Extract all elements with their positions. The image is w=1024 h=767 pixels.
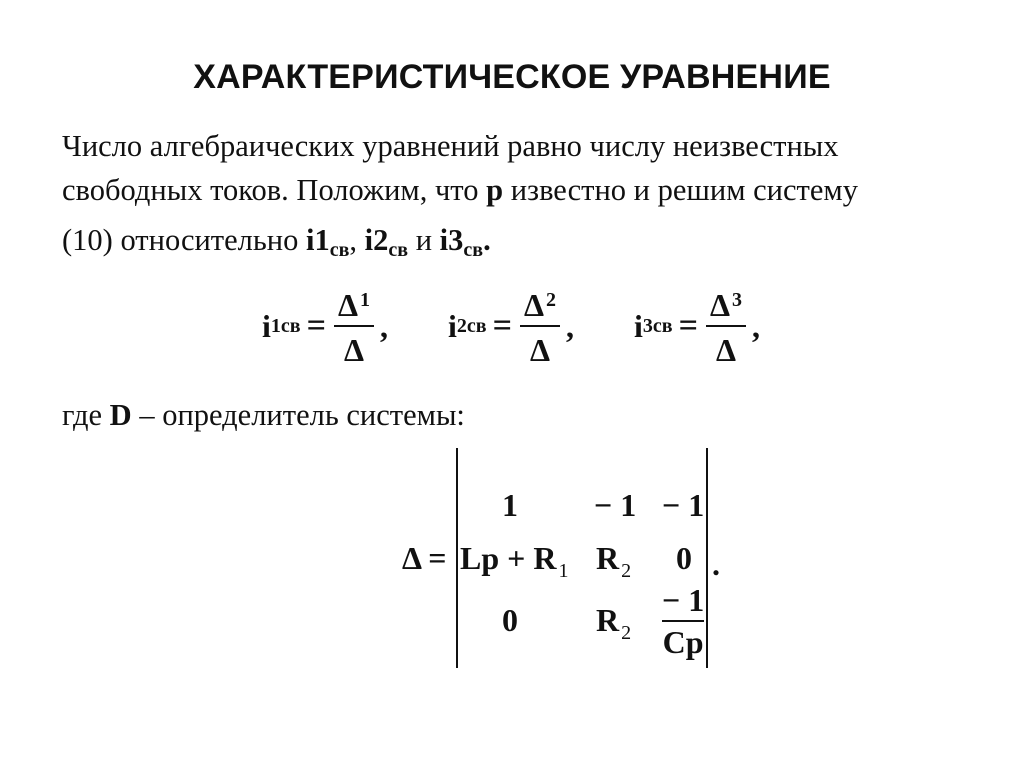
equals-sign: = — [306, 307, 326, 344]
determinant-description — [62, 398, 465, 433]
cell-sub: 1 — [558, 560, 569, 582]
cell-main: Lp + R — [460, 540, 557, 576]
period: . — [483, 223, 491, 257]
variable-p: p — [486, 173, 504, 207]
fraction — [520, 280, 560, 373]
matrix-r1c1: 1 — [502, 487, 518, 523]
slide-title: ХАРАКТЕРИСТИЧЕСКОЕ УРАВНЕНИЕ — [193, 58, 831, 96]
formula-sub: 3св — [642, 314, 673, 337]
cell-main: R — [596, 602, 620, 638]
formula-sub: 2св — [456, 314, 487, 337]
matrix-r3c3-fraction — [662, 580, 704, 662]
subscript-sv: св — [463, 239, 484, 261]
matrix-r2c1 — [460, 540, 568, 583]
determinant-right-bar — [706, 448, 708, 668]
delta-symbol: Δ — [523, 286, 545, 323]
formula-var: i — [262, 307, 271, 344]
determinant-left-bar — [456, 448, 458, 668]
matrix-r2c3: 0 — [676, 540, 692, 576]
text-fragment: и — [408, 223, 440, 257]
matrix-r3c1: 0 — [502, 602, 518, 638]
fraction — [334, 280, 374, 373]
comma: , — [380, 307, 389, 344]
numerator-sub: 2 — [546, 288, 557, 311]
formula-sub: 1св — [270, 314, 301, 337]
fraction-numerator — [334, 280, 374, 325]
comma: , — [752, 307, 761, 344]
formula-var: i — [448, 307, 457, 344]
formula-i2 — [448, 276, 574, 376]
matrix-r1c3: − 1 — [662, 487, 705, 523]
text-fragment: – определитель системы: — [131, 398, 465, 432]
comma: , — [566, 307, 575, 344]
equals-sign: = — [678, 307, 698, 344]
numerator-sub: 1 — [360, 288, 371, 311]
fraction-denominator: Cp — [662, 624, 704, 660]
subscript-sv: св — [388, 239, 409, 261]
text-fragment: где — [62, 398, 110, 432]
intro-paragraph — [62, 124, 962, 272]
current-formulas — [0, 276, 1024, 376]
formula-i1 — [262, 276, 388, 376]
matrix-r3c2 — [596, 602, 631, 645]
matrix-r2c2 — [596, 540, 631, 583]
cell-main: R — [596, 540, 620, 576]
variable-i2: i2 — [364, 223, 389, 257]
determinant-lhs: Δ = — [402, 540, 447, 576]
numerator-sub: 3 — [732, 288, 743, 311]
fraction-denominator: Δ — [715, 331, 737, 368]
text-fragment: известно и решим систему — [503, 173, 858, 207]
delta-symbol: Δ — [337, 286, 359, 323]
delta-symbol: Δ — [709, 286, 731, 323]
cell-sub: 2 — [621, 560, 632, 582]
paragraph-line-1: Число алгебраических уравнений равно числу неизвестных — [62, 129, 839, 163]
fraction-denominator: Δ — [529, 331, 551, 368]
fraction-numerator — [520, 280, 560, 325]
cell-sub: 2 — [621, 622, 632, 644]
determinant-period: . — [712, 546, 720, 582]
formula-var: i — [634, 307, 643, 344]
paragraph-line-2 — [62, 168, 962, 212]
variable-i1: i1 — [306, 223, 330, 257]
paragraph-line-3 — [62, 218, 962, 272]
equals-sign: = — [492, 307, 512, 344]
text-fragment: свободных токов. Положим, что — [62, 173, 487, 207]
comma: , — [349, 223, 358, 257]
fraction-denominator: Δ — [343, 331, 365, 368]
fraction-numerator — [706, 280, 746, 325]
variable-i3: i3 — [439, 223, 464, 257]
formula-i3 — [634, 276, 760, 376]
text-fragment: (10) относительно — [62, 223, 306, 257]
subscript-sv: св — [329, 239, 350, 261]
fraction-numerator: − 1 — [662, 582, 705, 618]
matrix-r1c2: − 1 — [594, 487, 637, 523]
fraction — [706, 280, 746, 373]
symbol-d: D — [109, 398, 132, 432]
